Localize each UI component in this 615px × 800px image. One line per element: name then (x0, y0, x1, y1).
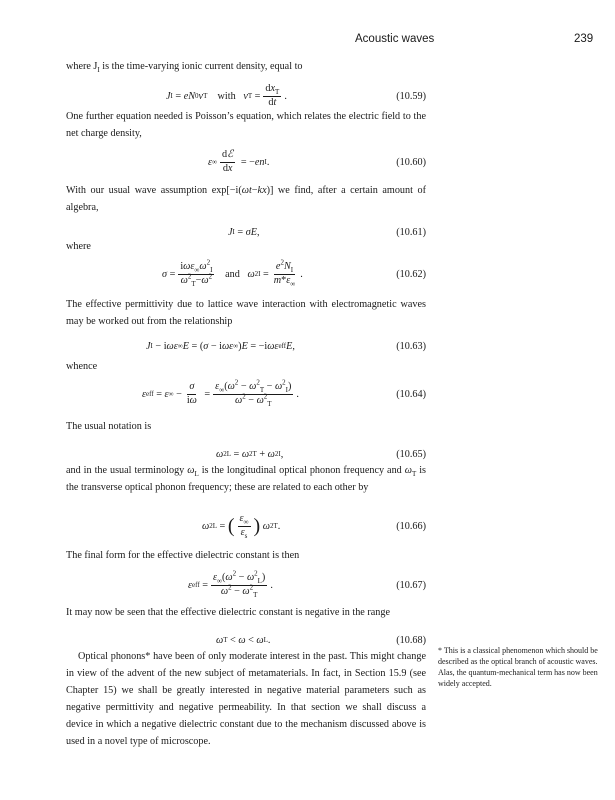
equation-number: (10.61) (396, 226, 426, 238)
paragraph-whence: whence (66, 361, 98, 372)
equation-number: (10.68) (396, 634, 426, 646)
equation-number: (10.66) (396, 520, 426, 532)
paragraph-usual-notation: The usual notation is (66, 421, 152, 432)
equation-number: (10.62) (396, 268, 426, 280)
paragraph-where: where (66, 241, 91, 252)
paragraph-wave-assumption: With our usual wave assumption exp[−i(ωt−kx)] we find, after a certain amount of algebra, (66, 185, 426, 213)
equation-number: (10.63) (396, 340, 426, 352)
paragraph-ionic-current: where $J_I$ is the time-varying ionic current density, equal to (66, 61, 303, 75)
paragraph-negative-range: It may now be seen that the effective dielectric constant is negative in the range (66, 607, 390, 618)
paragraph-poisson: One further equation needed is Poisson’s equation, which relates the electric field to the net charge density, (66, 111, 426, 139)
equation-10-66: ω 2 L = ( $\frac{\varepsilon_\infty}{\varepsilon_s}$ ) ω 2 T . (10.66) (66, 506, 426, 546)
equation-10-59: J I = eN 0 v T with v T = $\frac{dx_T}{dt}$ . (10.59) (66, 76, 426, 116)
equation-number: (10.59) (396, 90, 426, 102)
equation-10-62: σ = $\frac{i\omega\varepsilon_\infty\omega^2_I}{\omega^2_T-\omega^2}$ and ω 2 I = $\frac{e^2N_I}{m*\varepsilon_\infty}$ . (10.62) (66, 254, 426, 294)
paragraph-terminology: and in the usual terminology $\omega_L$ is the longitudinal optical phonon frequency and $\omega_T$ is the transverse optical phonon frequency; these are related to each other by (66, 465, 427, 493)
equation-number: (10.60) (396, 156, 426, 168)
paragraph-final-form: The final form for the effective dielectric constant is then (66, 550, 300, 561)
paragraph-optical-phonons: Optical phonons* have been of only moderate interest in the past. This might change in view of the advent of the new subject of metamaterials. In fact, in Section 15.9 (see Chapter 15) we shall be greatly interested in negative material parameters such as negative permittivity and negative permeability. In that section we shall discuss a device in which a negative dielectric constant due to the mechanism discussed above is used in a novel type of microscope. (66, 651, 426, 747)
equation-number: (10.67) (396, 579, 426, 591)
equation-10-63: J I − i ωε ∞ E = ( σ − i ωε ∞ ) E = −i ωε eff E , (10.63) (66, 326, 426, 366)
equation-10-68: ω T < ω < ω L . (10.68) (66, 620, 426, 660)
equation-number: (10.64) (396, 388, 426, 400)
page-number: 239 (574, 33, 594, 45)
equation-number: (10.65) (396, 448, 426, 460)
equation-10-65: ω 2 L = ω 2 T + ω 2 I , (10.65) (66, 434, 426, 474)
equation-10-60: ε ∞ $\frac{\text{dℰ}}{dx}$ = − en I . (10.60) (66, 142, 426, 182)
equation-10-67: ε eff = $\frac{\varepsilon_\infty(\omega^2 - \omega^2_L)}{\omega^2 - \omega^2_T}$ . (10.67) (66, 565, 426, 605)
footnote: * This is a classical phenomenon which should be described as the optical branch of acoustic waves. Alas, the quantum-mechanical term has now been widely accepted. (438, 646, 598, 688)
running-header-title: Acoustic waves (355, 33, 435, 45)
equation-10-64: ε eff = ε ∞ − $\frac{\sigma}{i\omega}$ = $\frac{\varepsilon_\infty(\omega^2 - \omega^2_T - \omega^2_I)}{\omega^2 - \omega^2_T}$ . (10.64) (66, 374, 426, 414)
equation-10-61: J I = σE , (10.61) (66, 212, 426, 252)
paragraph-effective-permittivity: The effective permittivity due to lattice wave interaction with electromagnetic waves may be worked out from the relationship (66, 299, 426, 327)
